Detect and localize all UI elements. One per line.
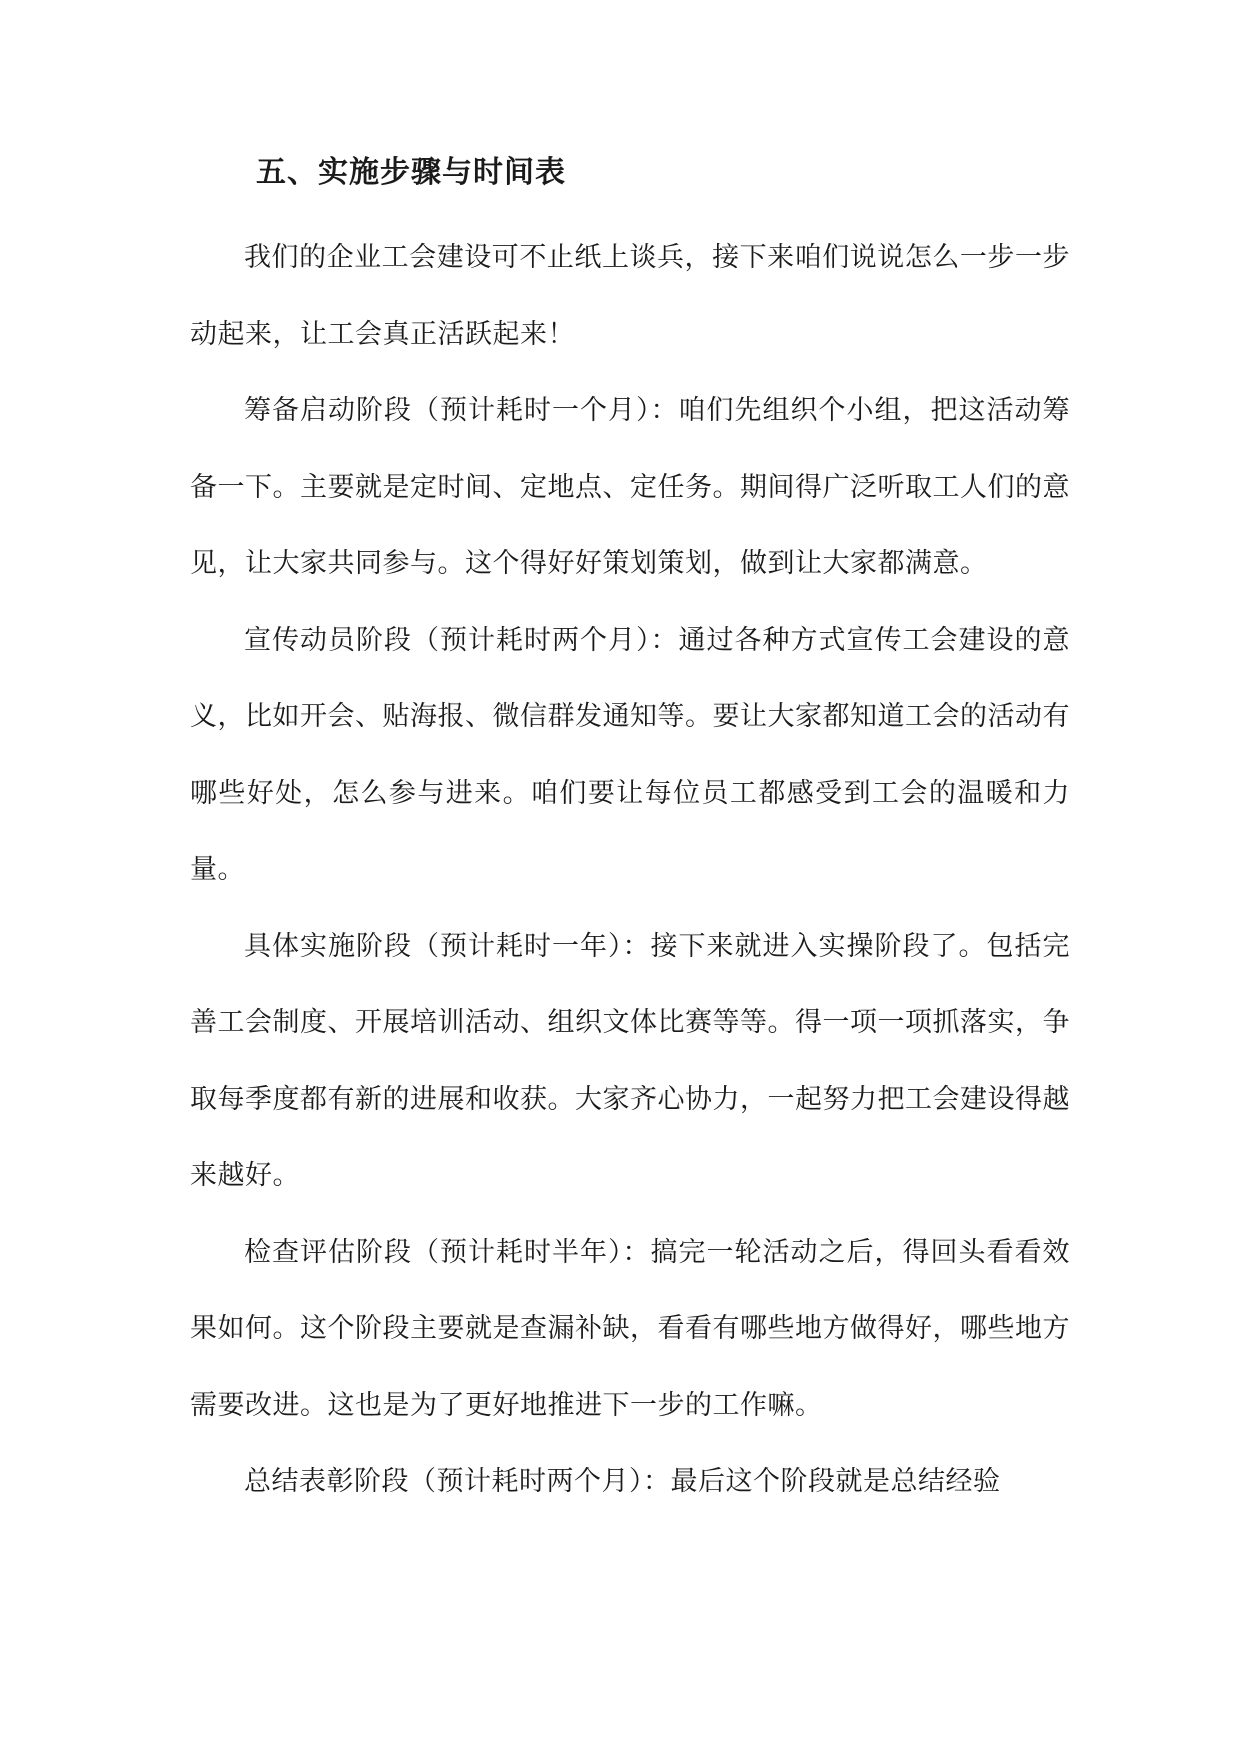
paragraph-preparation-phase: 筹备启动阶段（预计耗时一个月）：咱们先组织个小组，把这活动筹备一下。主要就是定时间、定地点、定任务。期间得广泛听取工人们的意见，让大家共同参与。这个得好好策划策划，做到让大家都满意。 — [190, 395, 1070, 579]
paragraph-publicity-phase: 宣传动员阶段（预计耗时两个月）：通过各种方式宣传工会建设的意义，比如开会、贴海报、微信群发通知等。要让大家都知道工会的活动有哪些好处，怎么参与进来。咱们要让每位员工都感受到工会的温暖和力量。 — [190, 624, 1070, 885]
section-heading: 五、实施步骤与时间表 — [256, 155, 566, 190]
document-page — [190, 140, 1070, 1521]
paragraph-summary-phase: 总结表彰阶段（预计耗时两个月）：最后这个阶段就是总结经验 — [244, 1466, 1001, 1497]
paragraph-implementation-phase: 具体实施阶段（预计耗时一年）：接下来就进入实操阶段了。包括完善工会制度、开展培训活动、组织文体比赛等等。得一项一项抓落实，争取每季度都有新的进展和收获。大家齐心协力，一起努力把工会建设得越来越好。 — [190, 930, 1070, 1191]
paragraph-intro: 我们的企业工会建设可不止纸上谈兵，接下来咱们说说怎么一步一步动起来，让工会真正活跃起来！ — [190, 242, 1070, 350]
paragraph-evaluation-phase: 检查评估阶段（预计耗时半年）：搞完一轮活动之后，得回头看看效果如何。这个阶段主要就是查漏补缺，看看有哪些地方做得好，哪些地方需要改进。这也是为了更好地推进下一步的工作嘛。 — [190, 1236, 1070, 1421]
